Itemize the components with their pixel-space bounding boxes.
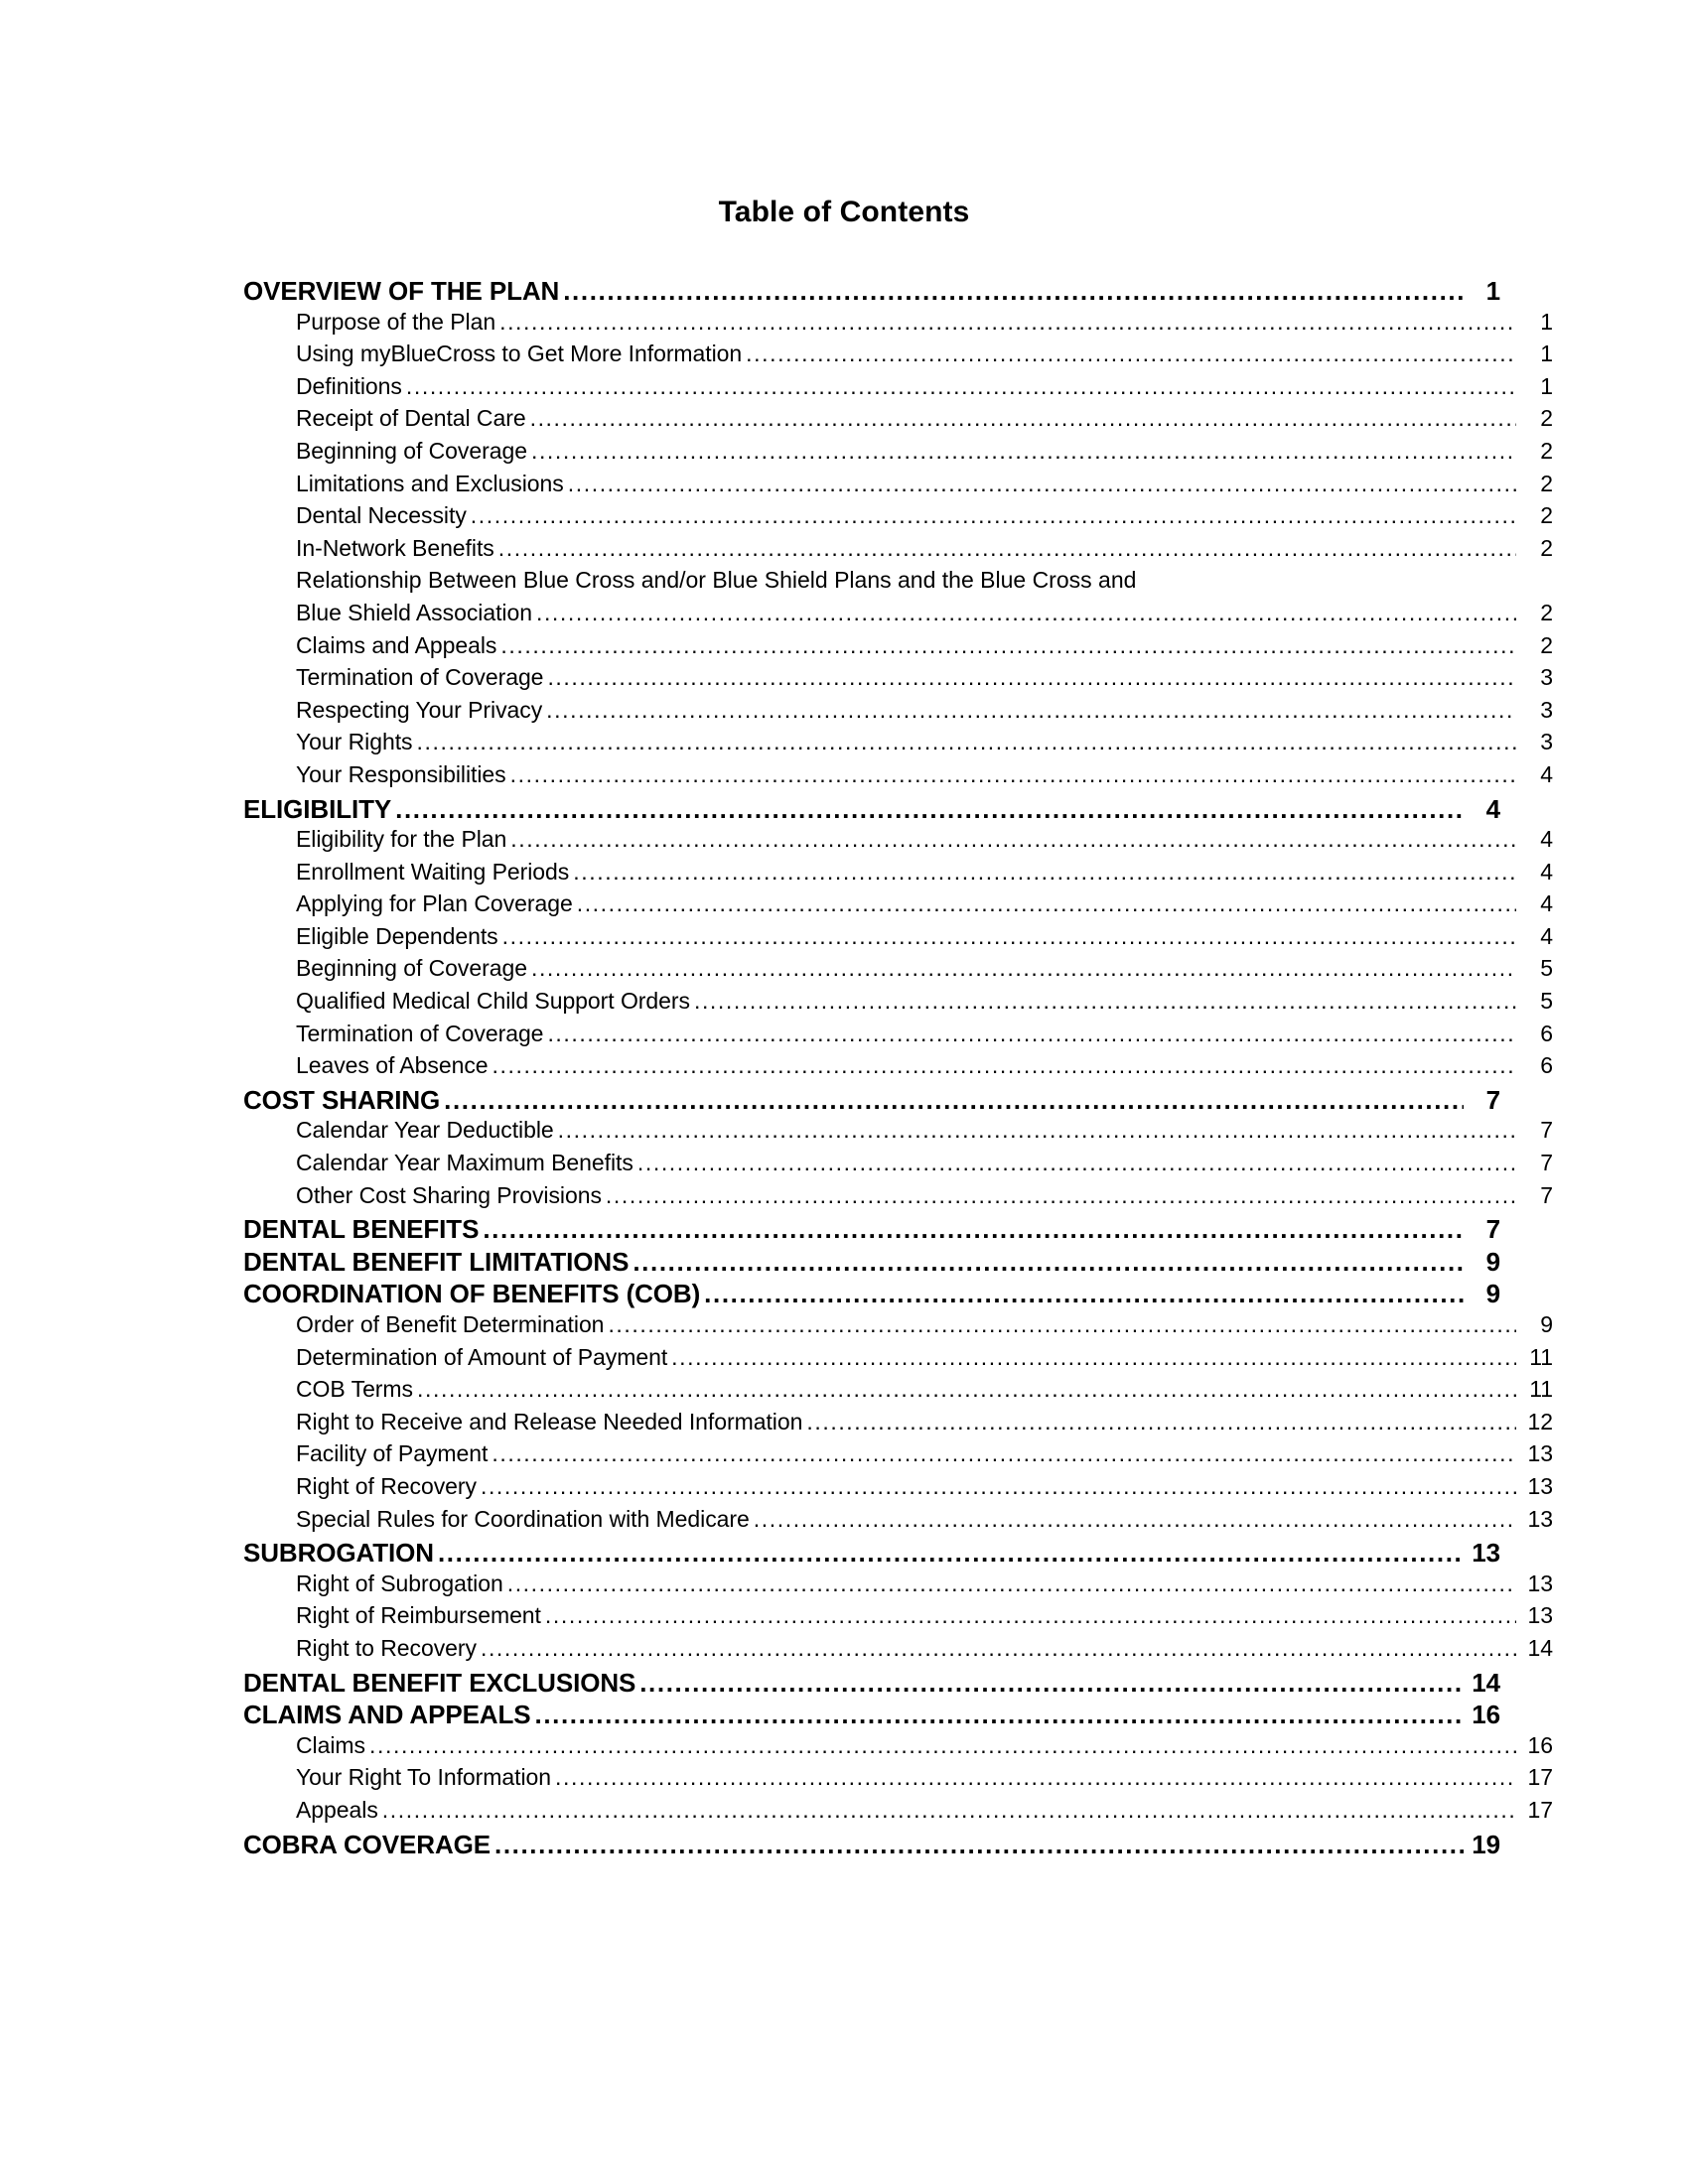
toc-leader-dots [606, 1182, 1516, 1205]
toc-page-number: 17 [1527, 1796, 1553, 1823]
toc-page-number: 17 [1527, 1764, 1553, 1791]
toc-leader-dots [499, 309, 1516, 332]
toc-entry[interactable] [243, 1021, 1553, 1053]
toc-entry-label: Right of Recovery [296, 1472, 477, 1499]
toc-leader-dots [547, 1021, 1516, 1043]
toc-leader-dots [806, 1409, 1516, 1432]
toc-leader-dots [481, 1473, 1516, 1496]
toc-entry[interactable] [243, 988, 1553, 1021]
toc-page-number: 1 [1485, 276, 1500, 306]
toc-entry[interactable] [243, 1700, 1500, 1732]
toc-page-number: 3 [1540, 664, 1553, 691]
toc-entry-label: Appeals [296, 1796, 378, 1823]
toc-entry[interactable] [243, 1344, 1553, 1377]
toc-page-number: 4 [1485, 793, 1500, 824]
toc-entry-label: Eligible Dependents [296, 922, 498, 949]
toc-entry-label: COB Terms [296, 1376, 413, 1403]
toc-leader-dots [492, 1052, 1516, 1075]
toc-entry-label: ELIGIBILITY [243, 793, 392, 824]
toc-page-number: 4 [1540, 826, 1553, 853]
toc-leader-dots [417, 1376, 1516, 1399]
toc-page-number: 2 [1540, 437, 1553, 464]
toc-entry-label: Qualified Medical Child Support Orders [296, 988, 690, 1015]
toc-leader-dots [536, 600, 1516, 622]
toc-entry-label: Order of Benefit Determination [296, 1311, 605, 1337]
toc-page-number: 4 [1540, 760, 1553, 787]
toc-leader-dots [694, 988, 1516, 1011]
toc-leader-dots [639, 1668, 1464, 1694]
toc-page-number: 16 [1472, 1700, 1500, 1730]
toc-entry[interactable] [243, 955, 1553, 988]
toc-page-number: 3 [1540, 696, 1553, 723]
toc-page-number: 2 [1540, 631, 1553, 658]
toc-entry-label: COST SHARING [243, 1084, 441, 1115]
toc-leader-dots [637, 1150, 1516, 1172]
toc-leader-dots [577, 890, 1516, 913]
toc-leader-dots [545, 1602, 1516, 1625]
toc-entry-label: Beginning of Coverage [296, 437, 527, 464]
toc-entry-label: OVERVIEW OF THE PLAN [243, 276, 560, 306]
toc-entry[interactable] [243, 1279, 1500, 1311]
toc-entry-label: Leaves of Absence [296, 1052, 489, 1079]
toc-entry-label: Determination of Amount of Payment [296, 1343, 668, 1370]
toc-entry-label: Receipt of Dental Care [296, 405, 526, 432]
toc-entry[interactable] [243, 632, 1553, 665]
toc-leader-dots [406, 373, 1516, 396]
toc-entry-label: Claims and Appeals [296, 631, 497, 658]
toc-entry[interactable] [243, 859, 1553, 891]
toc-leader-dots [558, 1117, 1516, 1140]
toc-entry[interactable] [243, 826, 1553, 859]
toc-leader-dots [471, 502, 1516, 525]
toc-leader-dots [547, 664, 1516, 687]
toc-leader-dots [535, 1700, 1464, 1725]
toc-entry-label: Facility of Payment [296, 1440, 489, 1467]
page-title: Table of Contents [718, 196, 970, 228]
toc-leader-dots [573, 859, 1516, 882]
toc-entry[interactable] [243, 1117, 1553, 1150]
toc-page-number: 7 [1540, 1150, 1553, 1176]
toc-entry[interactable] [243, 794, 1500, 827]
toc-entry[interactable] [243, 502, 1553, 535]
toc-page-number: 6 [1540, 1020, 1553, 1046]
toc-entry[interactable] [243, 1668, 1500, 1701]
toc-entry-label: COBRA COVERAGE [243, 1829, 491, 1859]
toc-entry-label: Purpose of the Plan [296, 308, 496, 335]
toc-page-number: 11 [1529, 1376, 1553, 1403]
toc-entry[interactable] [243, 1602, 1553, 1635]
toc-entry-label: Beginning of Coverage [296, 955, 527, 982]
toc-entry-label: DENTAL BENEFITS [243, 1214, 480, 1245]
toc-entry[interactable] [243, 1247, 1500, 1280]
toc-entry[interactable] [243, 1409, 1553, 1441]
toc-page-number: 7 [1540, 1181, 1553, 1208]
toc-page-number: 9 [1540, 1311, 1553, 1337]
toc-entry[interactable] [243, 1311, 1553, 1344]
toc-leader-dots [502, 923, 1516, 946]
toc-entry-label: Using myBlueCross to Get More Information [296, 341, 743, 367]
toc-entry-label: DENTAL BENEFIT EXCLUSIONS [243, 1667, 636, 1698]
toc-page-number: 14 [1527, 1634, 1553, 1661]
toc-leader-dots [531, 955, 1516, 978]
toc-leader-dots [382, 1797, 1516, 1820]
toc-entry-label: Special Rules for Coordination with Medicare [296, 1505, 750, 1532]
toc-entry[interactable] [243, 1506, 1553, 1539]
toc-page-number: 1 [1540, 372, 1553, 399]
toc-leader-dots [369, 1732, 1516, 1755]
toc-leader-dots [395, 794, 1464, 820]
table-of-contents [243, 276, 1553, 1861]
toc-page-number: 2 [1540, 502, 1553, 529]
toc-page-number: 3 [1540, 729, 1553, 755]
toc-entry-label: Your Rights [296, 729, 413, 755]
toc-entry[interactable] [243, 923, 1553, 956]
toc-leader-dots [510, 826, 1516, 849]
toc-entry[interactable] [243, 1473, 1553, 1506]
toc-entry[interactable] [243, 1732, 1553, 1765]
toc-entry[interactable] [243, 1214, 1500, 1247]
toc-entry[interactable] [243, 438, 1553, 471]
toc-entry-label: Your Right To Information [296, 1764, 552, 1791]
toc-entry[interactable] [243, 373, 1553, 406]
toc-leader-dots [746, 341, 1516, 363]
toc-leader-dots [563, 276, 1464, 302]
toc-entry[interactable] [243, 535, 1553, 568]
toc-entry-label: Your Responsibilities [296, 760, 506, 787]
toc-page-number: 5 [1540, 988, 1553, 1015]
toc-entry-label: Definitions [296, 372, 402, 399]
toc-entry[interactable] [243, 664, 1553, 697]
toc-leader-dots [568, 471, 1516, 493]
toc-page-number: 1 [1540, 308, 1553, 335]
toc-page-number: 13 [1527, 1505, 1553, 1532]
toc-entry[interactable] [243, 1376, 1553, 1409]
toc-entry-label: CLAIMS AND APPEALS [243, 1700, 531, 1730]
toc-page-number: 6 [1540, 1052, 1553, 1079]
toc-entry-label: Termination of Coverage [296, 1020, 544, 1046]
toc-entry-label: Right of Reimbursement [296, 1602, 541, 1629]
toc-leader-dots [546, 697, 1516, 720]
toc-entry[interactable] [243, 405, 1553, 438]
toc-leader-dots [492, 1440, 1516, 1463]
toc-entry[interactable] [243, 697, 1553, 730]
toc-entry-label: Right of Subrogation [296, 1570, 503, 1596]
toc-page-number: 9 [1485, 1246, 1500, 1277]
toc-entry[interactable] [243, 1797, 1553, 1830]
toc-entry[interactable] [243, 729, 1553, 761]
toc-page-number: 13 [1527, 1602, 1553, 1629]
toc-entry[interactable] [243, 1085, 1500, 1118]
toc-page-number: 7 [1540, 1117, 1553, 1144]
toc-page-number: 5 [1540, 955, 1553, 982]
toc-leader-dots [510, 761, 1516, 784]
toc-entry-label: Respecting Your Privacy [296, 696, 543, 723]
toc-leader-dots [555, 1764, 1516, 1787]
toc-leader-dots [438, 1538, 1464, 1564]
toc-entry[interactable] [243, 341, 1553, 373]
toc-entry[interactable] [243, 1764, 1553, 1797]
toc-entry[interactable] [243, 1150, 1553, 1182]
toc-entry[interactable] [243, 1830, 1500, 1862]
toc-page-number: 4 [1540, 858, 1553, 885]
toc-entry[interactable] [243, 761, 1553, 794]
toc-entry-label: Claims [296, 1731, 365, 1758]
toc-page-number: 13 [1527, 1570, 1553, 1596]
toc-page-number: 19 [1472, 1829, 1500, 1859]
toc-entry-label: Termination of Coverage [296, 664, 544, 691]
toc-leader-dots [481, 1635, 1516, 1658]
toc-leader-dots [530, 405, 1516, 428]
toc-page-number: 7 [1485, 1214, 1500, 1245]
toc-entry-label: DENTAL BENEFIT LIMITATIONS [243, 1246, 630, 1277]
toc-page-number: 2 [1540, 470, 1553, 496]
toc-leader-dots [444, 1085, 1464, 1111]
toc-page-number: 13 [1527, 1440, 1553, 1467]
toc-entry[interactable] [243, 567, 1553, 600]
toc-entry-label: In-Network Benefits [296, 534, 494, 561]
toc-entry[interactable] [243, 1182, 1553, 1215]
toc-entry[interactable] [243, 276, 1500, 309]
toc-leader-dots [633, 1247, 1464, 1273]
toc-entry-label: Eligibility for the Plan [296, 826, 507, 853]
toc-entry-label: SUBROGATION [243, 1538, 434, 1569]
toc-leader-dots [483, 1214, 1464, 1240]
toc-entry-label: Right to Recovery [296, 1634, 477, 1661]
toc-leader-dots [671, 1344, 1516, 1367]
toc-leader-dots [608, 1311, 1516, 1334]
toc-leader-dots [754, 1506, 1516, 1529]
toc-page-number: 2 [1540, 405, 1553, 432]
toc-entry-label: Calendar Year Deductible [296, 1117, 554, 1144]
toc-page-number: 16 [1527, 1731, 1553, 1758]
toc-leader-dots [417, 729, 1516, 751]
toc-entry-label: COORDINATION OF BENEFITS (COB) [243, 1279, 701, 1309]
toc-entry-label: Right to Receive and Release Needed Information [296, 1408, 803, 1434]
toc-page-number: 12 [1527, 1408, 1553, 1434]
toc-leader-dots [507, 1570, 1516, 1593]
toc-page-number: 13 [1472, 1538, 1500, 1569]
toc-entry-label: Other Cost Sharing Provisions [296, 1181, 602, 1208]
toc-entry[interactable] [243, 1635, 1553, 1668]
toc-entry[interactable] [243, 471, 1553, 503]
toc-entry-label: Blue Shield Association [296, 599, 532, 625]
toc-leader-dots [498, 535, 1516, 558]
toc-entry-label: Dental Necessity [296, 502, 467, 529]
toc-page-number: 9 [1485, 1279, 1500, 1309]
toc-entry[interactable] [243, 1570, 1553, 1603]
toc-page-number: 2 [1540, 599, 1553, 625]
toc-page-number: 4 [1540, 922, 1553, 949]
toc-entry[interactable] [243, 1052, 1553, 1085]
toc-leader-dots [704, 1279, 1464, 1304]
toc-entry[interactable] [243, 309, 1553, 341]
toc-entry-label: Relationship Between Blue Cross and/or Blue Shield Plans and the Blue Cross and [296, 567, 1137, 594]
toc-page-number: 7 [1485, 1084, 1500, 1115]
toc-entry[interactable] [243, 890, 1553, 923]
toc-entry[interactable] [243, 600, 1553, 632]
toc-page-number: 11 [1529, 1343, 1553, 1370]
toc-page-number: 14 [1472, 1667, 1500, 1698]
toc-page-number: 1 [1540, 341, 1553, 367]
toc-leader-dots [494, 1830, 1464, 1855]
toc-entry-label: Applying for Plan Coverage [296, 890, 573, 917]
toc-entry[interactable] [243, 1538, 1500, 1570]
toc-page-number: 2 [1540, 534, 1553, 561]
toc-entry-label: Calendar Year Maximum Benefits [296, 1150, 633, 1176]
toc-entry[interactable] [243, 1440, 1553, 1473]
toc-entry-label: Limitations and Exclusions [296, 470, 564, 496]
toc-leader-dots [531, 438, 1516, 461]
toc-leader-dots [500, 632, 1516, 655]
toc-page-number: 4 [1540, 890, 1553, 917]
toc-page-number: 13 [1527, 1472, 1553, 1499]
toc-entry-label: Enrollment Waiting Periods [296, 858, 570, 885]
